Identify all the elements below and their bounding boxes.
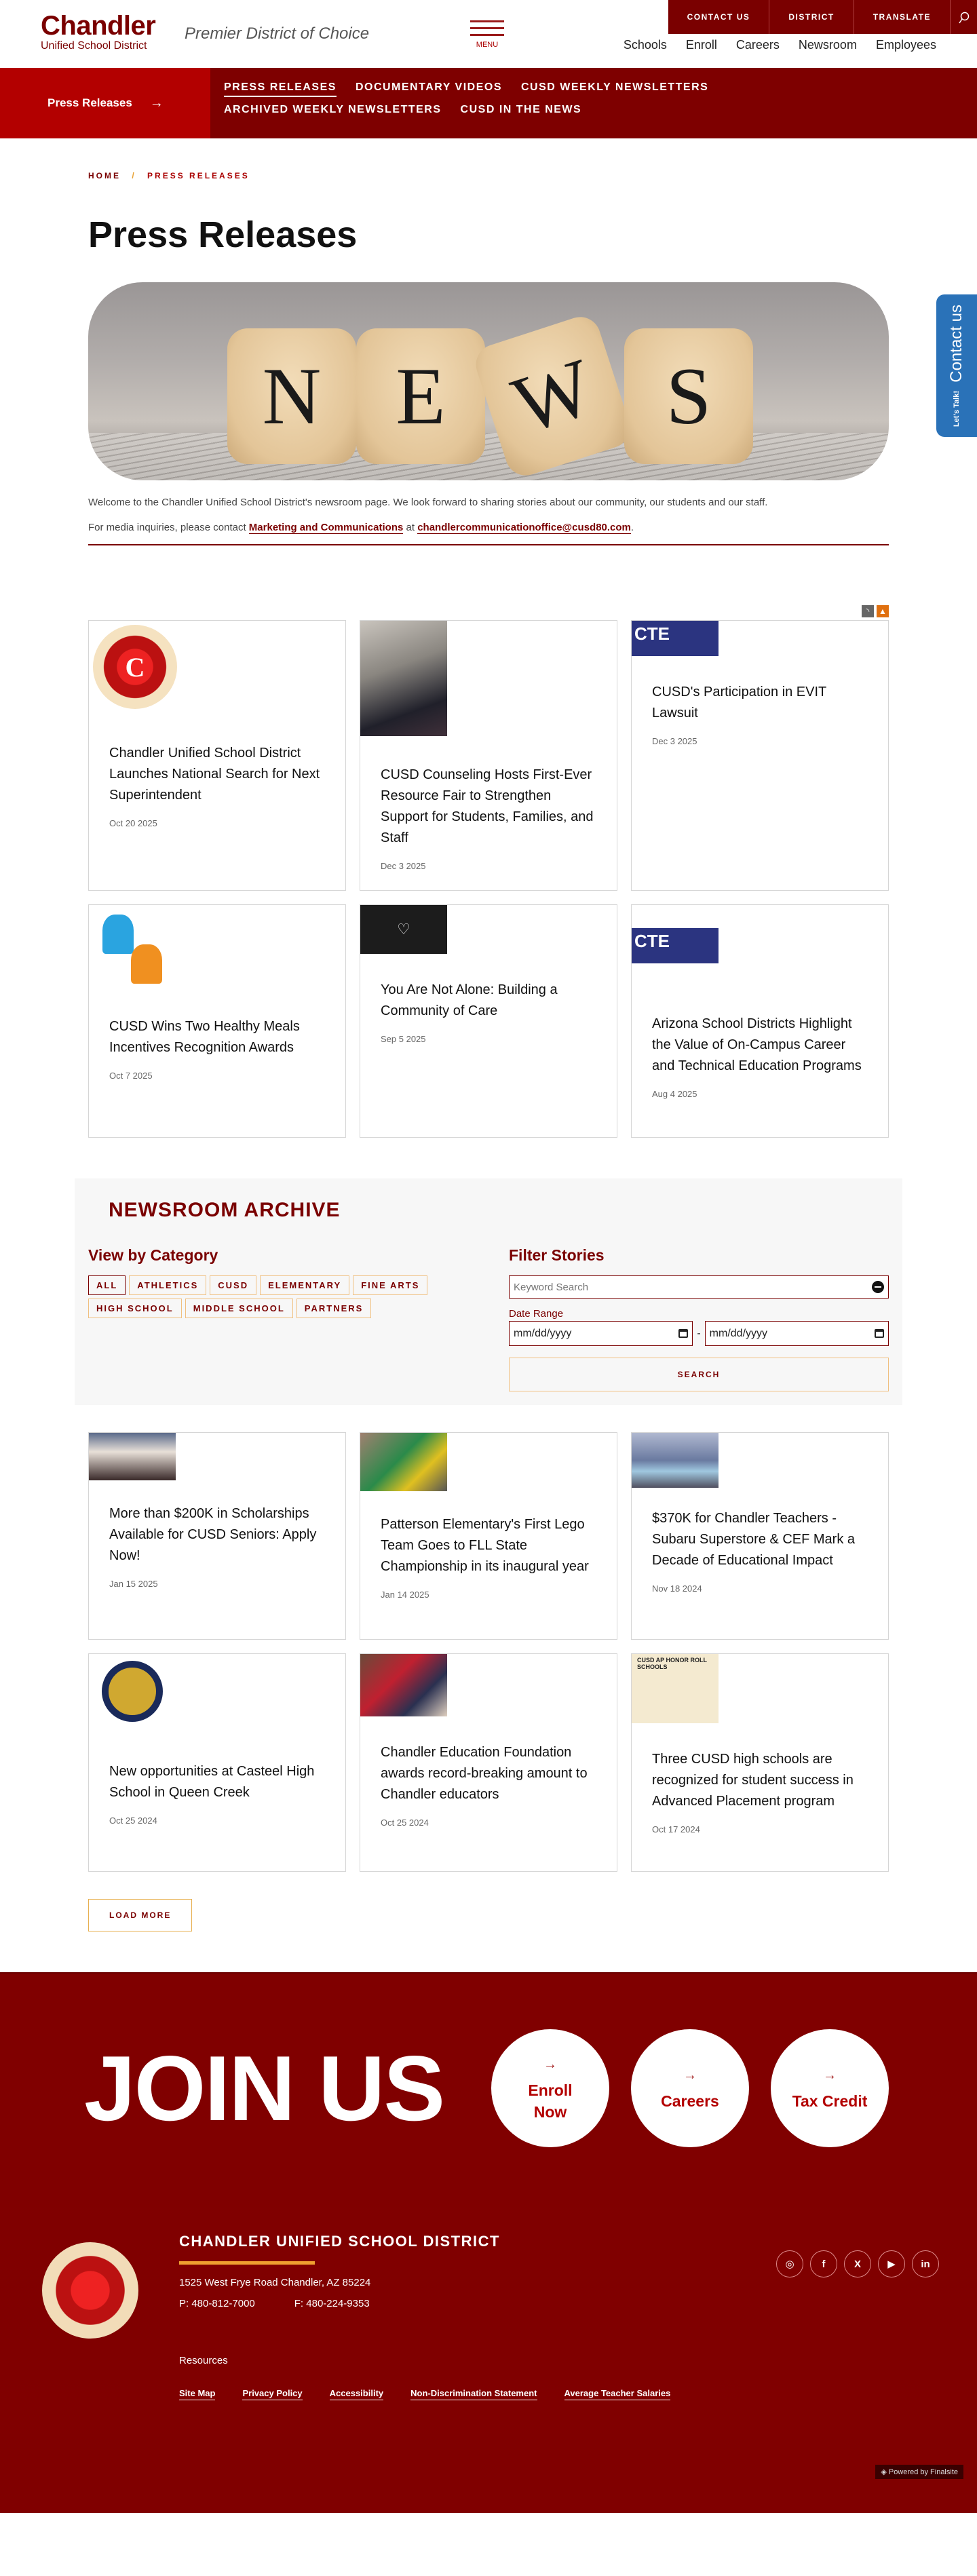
linkedin-icon[interactable]: in: [912, 2250, 939, 2277]
news-date: Jan 14 2025: [381, 1590, 429, 1600]
nav-employees[interactable]: Employees: [875, 38, 936, 52]
news-date: Oct 25 2024: [109, 1815, 157, 1826]
site-header: [0, 0, 977, 68]
teacher-salaries-link[interactable]: Average Teacher Salaries: [564, 2388, 671, 2400]
blue-badge-icon: [102, 915, 134, 954]
instagram-icon[interactable]: ◎: [776, 2250, 803, 2277]
news-date: Oct 20 2025: [109, 818, 157, 828]
careers-label: Careers: [661, 2092, 719, 2110]
start-date-placeholder: mm/dd/yyyy: [514, 1327, 572, 1339]
subnav-links: [210, 68, 708, 138]
logo-line2: Unified School District: [41, 40, 147, 52]
news-date: Nov 18 2024: [652, 1583, 702, 1594]
nav-schools[interactable]: Schools: [623, 38, 667, 52]
tagline: Premier District of Choice: [185, 24, 370, 43]
accessibility-link[interactable]: Accessibility: [330, 2388, 384, 2400]
newsroom-archive: [75, 1178, 902, 1405]
intro-text: [88, 494, 889, 536]
news-die-e: E: [356, 328, 485, 464]
search-button[interactable]: SEARCH: [509, 1358, 889, 1391]
category-all[interactable]: ALL: [88, 1275, 126, 1295]
story-filter: [509, 1246, 889, 1391]
page-title: Press Releases: [88, 214, 358, 255]
enroll-now-label: Enroll Now: [528, 2081, 573, 2121]
archive-title: NEWSROOM ARCHIVE: [109, 1199, 341, 1221]
feed-icons: [88, 605, 889, 617]
cusd-heart-thumbnail: ♡: [360, 905, 447, 954]
category-middle-school[interactable]: MIDDLE SCHOOL: [185, 1299, 293, 1318]
featured-news-grid: [88, 620, 889, 1138]
finalsite-icon: ◈: [881, 2468, 889, 2476]
footer-contact-info: [179, 2233, 500, 2319]
intro-welcome: Welcome to the Chandler Unified School District's newsroom page. We look forward to sharing stories about our community, our students and our staff.: [88, 497, 768, 508]
arrow-right-icon: →: [149, 95, 164, 111]
news-card[interactable]: [360, 904, 617, 1138]
nav-careers[interactable]: Careers: [735, 38, 780, 52]
breadcrumb-separator: /: [132, 171, 136, 180]
breadcrumb-current: PRESS RELEASES: [147, 171, 250, 180]
category-elementary[interactable]: ELEMENTARY: [260, 1275, 349, 1295]
news-card[interactable]: [360, 1653, 617, 1872]
resource-fair-photo: [360, 621, 447, 736]
utility-nav: [668, 0, 977, 34]
divider: [88, 544, 889, 545]
news-headline[interactable]: New opportunities at Casteel High School in Queen Creek: [109, 1764, 315, 1800]
marketing-communications-link[interactable]: Marketing and Communications: [248, 522, 404, 533]
news-headline[interactable]: CUSD's Participation in EVIT Lawsuit: [652, 685, 826, 720]
category-filter: [88, 1246, 468, 1391]
casteel-horse-icon: [102, 1661, 163, 1722]
contact-us-tab[interactable]: [936, 294, 977, 437]
menu-button[interactable]: [468, 20, 506, 49]
news-card[interactable]: [88, 620, 346, 891]
cte-logo-thumbnail: CTE: [632, 928, 719, 963]
news-card[interactable]: [631, 904, 889, 1138]
cte-logo-thumbnail: CTE: [632, 621, 719, 656]
breadcrumb: [88, 138, 889, 180]
arrow-right-icon: →: [543, 2057, 557, 2072]
news-card[interactable]: [631, 1432, 889, 1640]
archive-news-grid: [88, 1432, 889, 1872]
facebook-icon[interactable]: f: [810, 2250, 837, 2277]
hamburger-icon: [470, 34, 504, 36]
media-text: at: [403, 522, 418, 533]
teachers-check-photo: [632, 1433, 719, 1488]
footer-district-name: CHANDLER UNIFIED SCHOOL DISTRICT: [179, 2233, 500, 2250]
x-twitter-icon[interactable]: X: [844, 2250, 871, 2277]
category-heading: View by Category: [88, 1246, 218, 1264]
gold-underline: [179, 2261, 315, 2265]
nav-newsroom[interactable]: Newsroom: [798, 38, 857, 52]
news-headline[interactable]: Arizona School Districts Highlight the Value of On-Campus Career and Technical Education Programs: [652, 1016, 862, 1073]
news-headline[interactable]: CUSD Counseling Hosts First-Ever Resource Fair to Strengthen Support for Students, Families, and Staff: [381, 767, 594, 845]
logo-line1: Chandler: [41, 11, 156, 41]
site-map-link[interactable]: Site Map: [179, 2388, 215, 2400]
clear-icon[interactable]: [872, 1281, 884, 1293]
news-headline[interactable]: You Are Not Alone: Building a Community of Care: [381, 982, 558, 1018]
date-range-separator: -: [697, 1327, 701, 1339]
footer-phone-fax: [179, 2298, 500, 2309]
subnav-archived-newsletters[interactable]: ARCHIVED WEEKLY NEWSLETTERS: [224, 104, 442, 115]
hamburger-icon: [470, 27, 504, 29]
news-headline[interactable]: CUSD Wins Two Healthy Meals Incentives Recognition Awards: [109, 1019, 300, 1055]
category-cusd[interactable]: CUSD: [210, 1275, 256, 1295]
scholarship-photo: [89, 1433, 176, 1480]
search-icon: [959, 12, 970, 24]
start-date-input[interactable]: [509, 1321, 693, 1346]
subnav-current-section[interactable]: [0, 68, 210, 138]
main-content: [0, 138, 977, 1138]
calendar-icon[interactable]: [875, 1329, 884, 1338]
keyword-search-field: [509, 1275, 889, 1299]
end-date-input[interactable]: [705, 1321, 889, 1346]
healthy-meals-badges: [89, 905, 176, 989]
arrow-right-icon: →: [823, 2068, 837, 2083]
tax-credit-button[interactable]: [771, 2029, 889, 2147]
rss-icon[interactable]: ◝: [862, 605, 874, 617]
arrow-right-icon: →: [683, 2068, 697, 2083]
lets-talk-icon: Let's Talk!: [953, 390, 961, 427]
news-date: Oct 25 2024: [381, 1818, 429, 1828]
powered-label: Powered by Finalsite: [888, 2468, 958, 2476]
search-button[interactable]: [950, 0, 977, 34]
utility-contact-us[interactable]: CONTACT US: [687, 12, 750, 22]
news-headline[interactable]: $370K for Chandler Teachers - Subaru Superstore & CEF Mark a Decade of Educational Impact: [652, 1511, 856, 1568]
footer-phone: P: 480-812-7000: [179, 2298, 255, 2309]
tax-credit-label: Tax Credit: [792, 2092, 868, 2110]
end-date-placeholder: mm/dd/yyyy: [709, 1327, 768, 1339]
enroll-now-button[interactable]: [491, 2029, 609, 2147]
join-us-title: JOIN US: [84, 2037, 444, 2140]
menu-label: MENU: [476, 41, 499, 49]
news-die-w: W: [471, 312, 636, 480]
subnav-documentary-videos[interactable]: DOCUMENTARY VIDEOS: [355, 81, 502, 93]
hamburger-icon: [470, 20, 504, 22]
subnav-press-releases[interactable]: PRESS RELEASES: [224, 81, 337, 97]
subnav-cusd-in-the-news[interactable]: CUSD IN THE NEWS: [460, 104, 582, 115]
news-headline[interactable]: Patterson Elementary's First Lego Team Goes to FLL State Championship in its inaugural year: [381, 1517, 589, 1574]
footer-fax: F: 480-224-9353: [294, 2298, 370, 2309]
utility-district[interactable]: DISTRICT: [769, 0, 853, 34]
media-text: .: [630, 522, 634, 533]
news-date: Aug 4 2025: [652, 1089, 697, 1099]
breadcrumb-home[interactable]: HOME: [88, 171, 121, 180]
powered-by-finalsite[interactable]: [875, 2465, 963, 2479]
lego-team-photo: [360, 1433, 447, 1491]
media-text: For media inquiries, please contact: [88, 522, 249, 533]
cef-awards-photo: [360, 1654, 447, 1716]
footer-resources: [179, 2355, 670, 2400]
news-card[interactable]: [88, 1653, 346, 1872]
section-subnav: [0, 68, 977, 138]
news-date: Oct 7 2025: [109, 1071, 153, 1081]
subnav-weekly-newsletters[interactable]: CUSD WEEKLY NEWSLETTERS: [521, 81, 709, 93]
news-date: Sep 5 2025: [381, 1034, 426, 1044]
youtube-icon[interactable]: ▶: [878, 2250, 905, 2277]
news-headline[interactable]: Chandler Unified School District Launches National Search for Next Superintendent: [109, 746, 320, 803]
category-high-school[interactable]: HIGH SCHOOL: [88, 1299, 182, 1318]
bell-icon[interactable]: ▲: [877, 605, 889, 617]
category-fine-arts[interactable]: FINE ARTS: [353, 1275, 427, 1295]
newspaper-texture: [88, 433, 889, 480]
news-card[interactable]: [360, 620, 617, 891]
intro-media-contact: [88, 519, 889, 536]
news-card[interactable]: [88, 1432, 346, 1640]
site-logo[interactable]: [41, 12, 155, 53]
footer-address: 1525 West Frye Road Chandler, AZ 85224: [179, 2277, 371, 2288]
contact-tab-label: Contact us: [947, 305, 965, 383]
calendar-icon[interactable]: [678, 1329, 688, 1338]
orange-badge-icon: [131, 944, 162, 984]
ap-honor-roll-graphic: CUSD AP HONOR ROLL SCHOOLS: [632, 1654, 719, 1723]
news-die-s: S: [624, 328, 753, 464]
keyword-search-input[interactable]: [514, 1282, 872, 1293]
email-link[interactable]: chandlercommunicationoffice@cusd80.com: [417, 522, 631, 533]
load-more-button[interactable]: LOAD MORE: [88, 1899, 192, 1931]
news-die-n: N: [227, 328, 356, 464]
careers-button[interactable]: [631, 2029, 749, 2147]
main-nav: [624, 38, 936, 52]
category-athletics[interactable]: ATHLETICS: [129, 1275, 206, 1295]
news-date: Dec 3 2025: [652, 736, 697, 746]
footer-cusd-seal: [42, 2242, 138, 2339]
privacy-policy-link[interactable]: Privacy Policy: [242, 2388, 302, 2400]
news-headline[interactable]: More than $200K in Scholarships Available for CUSD Seniors: Apply Now!: [109, 1506, 317, 1563]
news-date: Dec 3 2025: [381, 861, 426, 871]
site-footer: [0, 2203, 977, 2513]
social-links: [776, 2250, 939, 2277]
news-card[interactable]: [631, 620, 889, 891]
news-date: Jan 15 2025: [109, 1579, 158, 1589]
join-us-banner: [0, 1972, 977, 2203]
news-card[interactable]: [631, 1653, 889, 1872]
news-card[interactable]: [360, 1432, 617, 1640]
news-headline[interactable]: Three CUSD high schools are recognized for student success in Advanced Placement program: [652, 1752, 854, 1809]
resources-heading: Resources: [179, 2355, 228, 2366]
casteel-logo: [89, 1654, 176, 1729]
news-date: Oct 17 2024: [652, 1824, 700, 1834]
category-partners[interactable]: PARTNERS: [296, 1299, 372, 1318]
filter-heading: Filter Stories: [509, 1246, 605, 1264]
news-card[interactable]: [88, 904, 346, 1138]
nav-enroll[interactable]: Enroll: [685, 38, 717, 52]
non-discrimination-link[interactable]: Non-Discrimination Statement: [410, 2388, 537, 2400]
archive-results: [0, 1432, 977, 1931]
date-range-label: Date Range: [509, 1308, 564, 1320]
news-headline[interactable]: Chandler Education Foundation awards record-breaking amount to Chandler educators: [381, 1745, 588, 1802]
hero-news-image: [88, 282, 889, 480]
utility-translate[interactable]: TRANSLATE: [854, 0, 950, 34]
subnav-current-label: Press Releases: [47, 96, 132, 109]
cusd-seal-thumbnail: C: [93, 625, 177, 709]
